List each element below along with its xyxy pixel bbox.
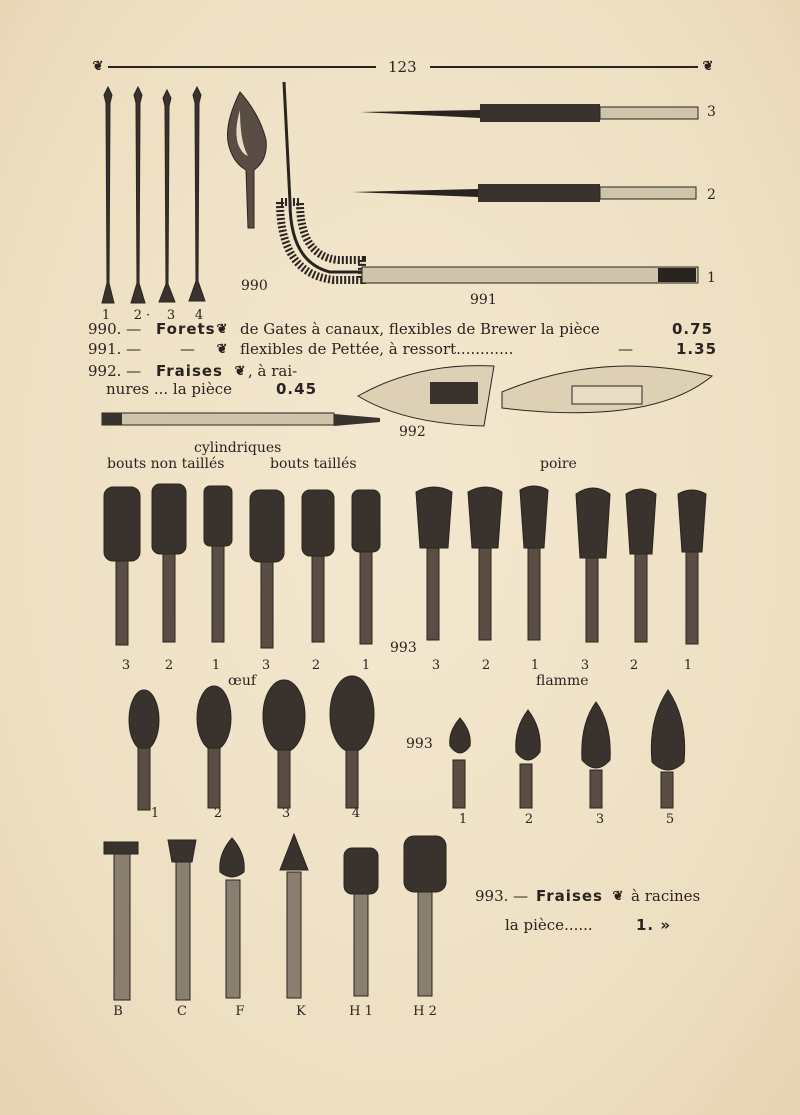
burr-label: 3: [431, 658, 441, 673]
burr-label: C: [177, 1004, 187, 1019]
figure-number-993: 993: [406, 736, 433, 752]
ornament-icon: ❦: [216, 322, 228, 337]
burr-label: 1: [683, 658, 693, 673]
entry-990-number: 990. —: [88, 320, 142, 338]
heading-bouts-tailles: bouts taillés: [270, 456, 357, 472]
figure-number-993: 993: [390, 640, 417, 656]
burr-label: 1: [458, 812, 468, 827]
burr-label: 5: [665, 812, 675, 827]
burr-label: B: [113, 1004, 123, 1019]
burr-label: 3: [595, 812, 605, 827]
burr-label: 3: [261, 658, 271, 673]
entry-991-price: 1.35: [676, 340, 718, 358]
figure-number-991: 991: [470, 292, 497, 308]
burr-label: 2: [524, 812, 534, 827]
heading-cylindriques: cylindriques: [194, 440, 282, 456]
drill-label: 4: [194, 308, 204, 323]
burr-label: K: [296, 1004, 306, 1019]
burr-label: 3: [121, 658, 131, 673]
burr-label: 3: [580, 658, 590, 673]
heading-poire: poire: [540, 456, 577, 472]
burr-label: 1: [211, 658, 221, 673]
heading-bouts-non-tailles: bouts non taillés: [107, 456, 225, 472]
figure-number-990: 990: [241, 278, 268, 294]
entry-993-text: à racines: [631, 887, 701, 905]
entry-992-text: , à rai-: [248, 362, 298, 380]
heading-oeuf: œuf: [228, 673, 257, 689]
burr-label: 1: [361, 658, 371, 673]
entry-991-dash: —: [180, 340, 195, 358]
burr-label: 3: [281, 806, 291, 821]
entry-990-price: 0.75: [672, 320, 714, 338]
figure-number-992: 992: [399, 424, 426, 440]
burr-label: 2: [213, 806, 223, 821]
entry-991-number: 991. —: [88, 340, 142, 358]
drill-label: 2 ·: [133, 308, 151, 323]
entry-992-price: 0.45: [276, 380, 318, 398]
entry-992-text2: nures ... la pièce: [106, 380, 232, 398]
entry-991-text: flexibles de Pettée, à ressort............: [240, 340, 514, 358]
burr-label: 4: [351, 806, 361, 821]
entry-993-number: 993. —: [475, 887, 529, 905]
burr-label: 2: [481, 658, 491, 673]
entry-990-text: de Gates à canaux, flexibles de Brewer la pièce: [240, 320, 600, 338]
entry-993-name: Fraises: [536, 887, 603, 905]
burr-label: H 1: [349, 1004, 373, 1019]
ornament-icon: ❦: [702, 59, 714, 74]
burr-label: H 2: [413, 1004, 437, 1019]
ornament-icon: ❦: [216, 342, 228, 357]
burr-label: F: [235, 1004, 245, 1019]
ornament-icon: ❦: [234, 364, 246, 379]
entry-992-name: Fraises: [156, 362, 223, 380]
entry-991-dash: —: [618, 340, 633, 358]
burr-label: 2: [629, 658, 639, 673]
ornament-icon: ❦: [92, 59, 104, 74]
drill-label: 1: [101, 308, 111, 323]
entry-993-price: 1. »: [636, 916, 672, 934]
burr-label: 2: [164, 658, 174, 673]
page-number: 123: [388, 58, 417, 76]
spring-label: 3: [707, 104, 716, 120]
entry-992-number: 992. —: [88, 362, 142, 380]
burr-label: 1: [150, 806, 160, 821]
entry-990-name: Forets: [156, 320, 216, 338]
ornament-icon: ❦: [612, 889, 624, 904]
heading-flamme: flamme: [536, 673, 589, 689]
drill-label: 3: [166, 308, 176, 323]
burr-label: 1: [530, 658, 540, 673]
burr-label: 2: [311, 658, 321, 673]
spring-label: 2: [707, 187, 716, 203]
spring-label: 1: [707, 270, 716, 286]
entry-993-text2: la pièce......: [505, 916, 593, 934]
